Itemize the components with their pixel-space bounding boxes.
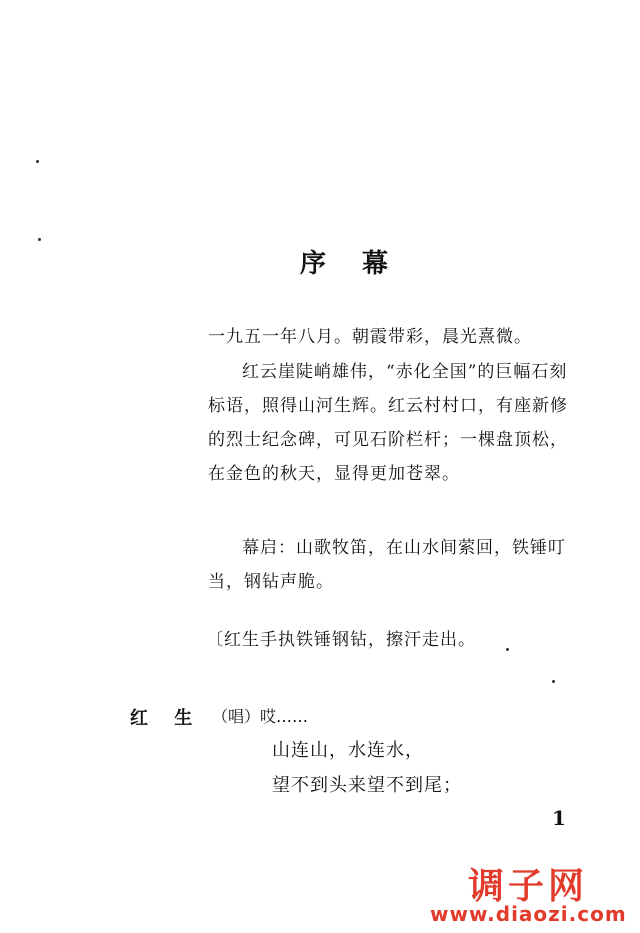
lyric-line-2: 望不到头来望不到尾； <box>272 775 462 796</box>
scan-speck <box>38 238 41 241</box>
scan-speck <box>36 160 39 163</box>
watermark-site-name: 调子网 <box>468 866 589 907</box>
watermark-url: www.diaozi.com <box>430 902 627 926</box>
page-number: 1 <box>552 806 566 830</box>
stage-direction: 〔红生手执铁锤钢钻，擦汗走出。 <box>206 630 476 650</box>
title-char-1: 序 <box>300 249 329 279</box>
speaker-name: 红 生 <box>130 708 203 729</box>
paragraph-curtain: 幕启：山歌牧笛，在山水间萦回，铁锤叮当，钢钻声脆。 <box>208 538 566 592</box>
sung-prefix: （唱）哎…… <box>212 707 309 726</box>
scan-speck <box>552 680 555 683</box>
paragraph-scene: 红云崖陡峭雄伟，“赤化全国”的巨幅石刻标语，照得山河生辉。红云村村口，有座新修的烈士纪念碑，可见石阶栏杆；一棵盘顶松，在金色的秋天，显得更加苍翠。 <box>208 362 568 484</box>
section-title <box>300 243 390 280</box>
title-char-2: 幕 <box>362 249 391 279</box>
paragraph-time: 一九五一年八月。朝霞带彩，晨光熹微。 <box>208 327 532 347</box>
lyric-line-1: 山连山，水连水， <box>272 740 424 761</box>
